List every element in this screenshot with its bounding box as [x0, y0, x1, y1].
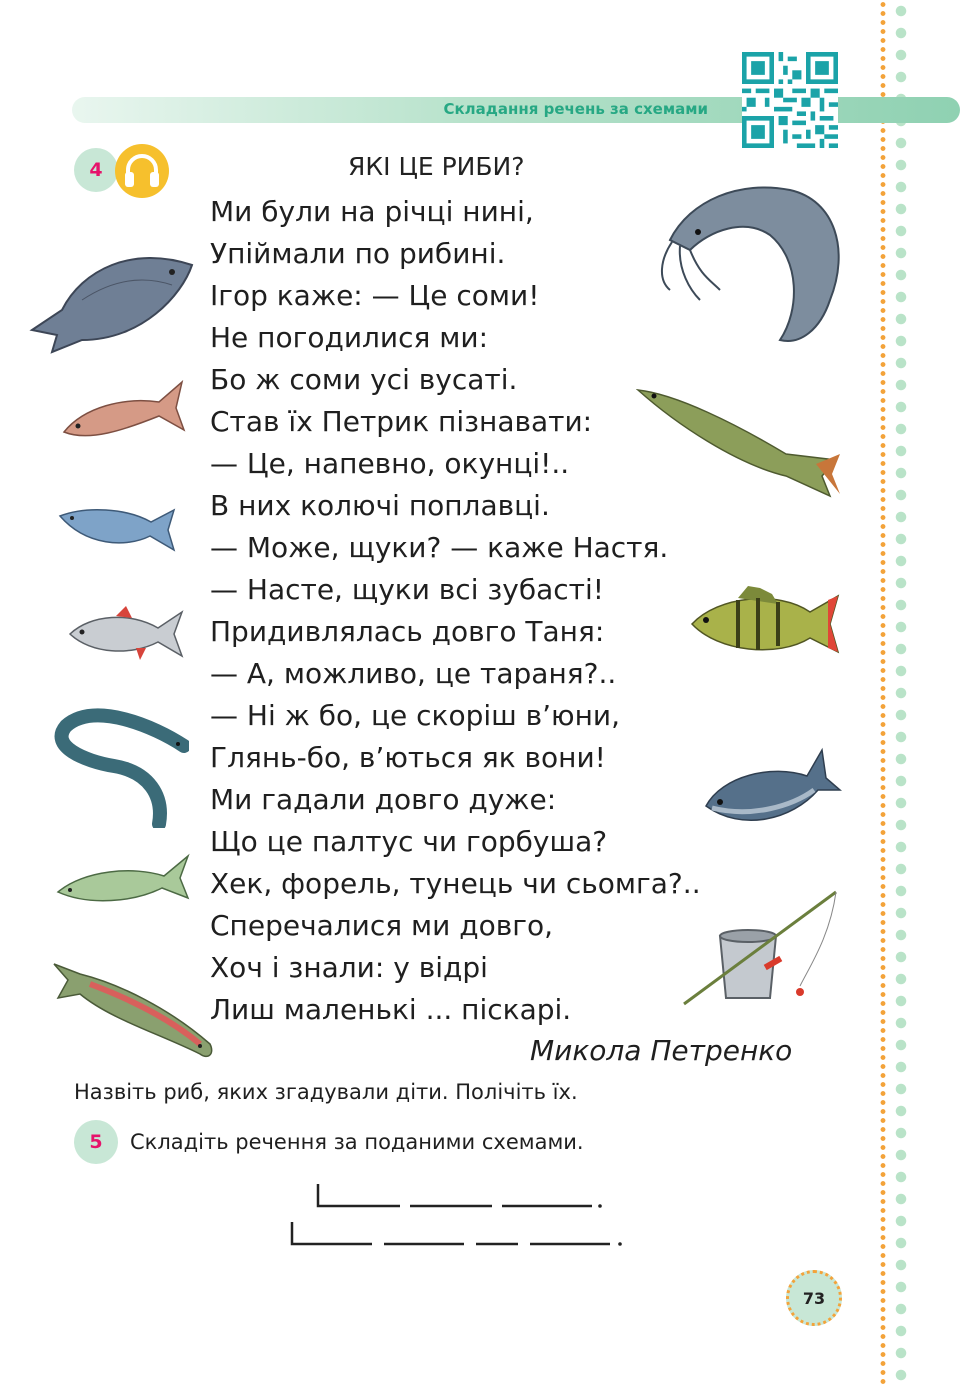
poem-line: Глянь-бо, в’ються як вони! — [210, 741, 606, 774]
poem-line: Хек, форель, тунець чи сьомга?.. — [210, 867, 701, 900]
poem-line: — Насте, щуки всі зубасті! — [210, 573, 604, 606]
qr-code-icon[interactable] — [742, 52, 838, 148]
exercise-5-task: Складіть речення за поданими схемами. — [130, 1130, 584, 1154]
trout-illustration — [50, 954, 218, 1062]
poem-line: Ігор каже: — Це соми! — [210, 279, 540, 312]
headphones-icon[interactable] — [114, 143, 170, 199]
roach-illustration — [66, 604, 186, 662]
orange-dot-border — [880, 0, 886, 1388]
poem-line: Упіймали по рибині. — [210, 237, 506, 270]
poem-line: — Може, щуки? — каже Настя. — [210, 531, 669, 564]
poem-line: Не погодилися ми: — [210, 321, 489, 354]
loach-illustration — [54, 706, 189, 828]
cod-illustration — [54, 372, 186, 446]
flounder-illustration — [22, 240, 202, 355]
poem-author: Микола Петренко — [530, 1034, 793, 1067]
catfish-illustration — [650, 180, 850, 348]
poem-line: — А, можливо, це тараня?.. — [210, 657, 617, 690]
exercise-4-marker: 4 — [74, 148, 118, 192]
page-number: 73 — [786, 1270, 842, 1326]
green-dot-border — [893, 0, 909, 1388]
poem-line: Став їх Петрик пізнавати: — [210, 405, 593, 438]
poem-line: Ми були на річці нині, — [210, 195, 534, 228]
sentence-scheme-1 — [310, 1180, 610, 1210]
bucket-fishing-rod-illustration — [680, 886, 840, 1010]
pike-illustration — [636, 384, 842, 500]
poem-line: — Це, напевно, окунці!.. — [210, 447, 570, 480]
poem-title: ЯКІ ЦЕ РИБИ? — [348, 152, 525, 181]
poem-line: Що це палтус чи горбуша? — [210, 825, 608, 858]
poem-line: В них колючі поплавці. — [210, 489, 550, 522]
poem-line: Ми гадали довго дуже: — [210, 783, 557, 816]
sentence-scheme-2 — [284, 1218, 634, 1248]
salmon-illustration — [56, 500, 176, 556]
pink-salmon-illustration — [54, 852, 190, 908]
section-title: Складання речень за схемами — [443, 100, 708, 118]
tuna-illustration — [702, 746, 842, 834]
exercise-4-task: Назвіть риб, яких згадували діти. Полічіть їх. — [74, 1080, 578, 1104]
perch-illustration — [688, 586, 840, 662]
poem-line: Хоч і знали: у відрі — [210, 951, 488, 984]
poem-line: Сперечалися ми довго, — [210, 909, 553, 942]
poem-line: Придивлялась довго Таня: — [210, 615, 605, 648]
poem-line: Бо ж соми усі вусаті. — [210, 363, 518, 396]
poem-line: Лиш маленькі ... піскарі. — [210, 993, 572, 1026]
exercise-5-marker: 5 — [74, 1120, 118, 1164]
poem-line: — Ні ж бо, це скоріш в’юни, — [210, 699, 621, 732]
